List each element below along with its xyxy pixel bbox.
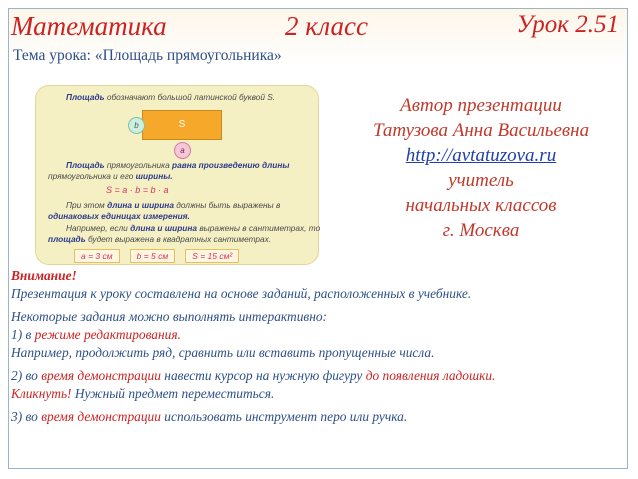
- panel-text-bold: длина и ширина: [130, 223, 197, 233]
- author-name: Татузова Анна Васильевна: [372, 120, 590, 141]
- term-area: Площадь: [66, 160, 105, 170]
- value-b: b = 5 см: [130, 249, 176, 263]
- panel-text: обозначают большой латинской буквой S.: [106, 92, 276, 102]
- note-7-prefix: 3) во: [11, 409, 42, 424]
- panel-line-6: [36, 223, 348, 234]
- panel-text: будет выражена в квадратных сантиметрах.: [87, 234, 272, 244]
- note-5-highlight: время демонстрации: [41, 368, 161, 383]
- author-role-2: начальных классов: [405, 195, 557, 216]
- panel-text: Например, если: [66, 223, 128, 233]
- note-5-prefix: 2) во: [11, 368, 42, 383]
- author-block: [339, 93, 623, 243]
- value-s: S = 15 см²: [185, 249, 239, 263]
- author-city: г. Москва: [442, 220, 520, 241]
- term-area: Площадь: [66, 92, 105, 102]
- author-heading: Автор презентации: [400, 95, 562, 116]
- note-7-text: использовать инструмент перо или ручка.: [160, 409, 408, 424]
- panel-text-bold: площадь: [48, 234, 86, 244]
- note-6-text: Нужный предмет переместиться.: [71, 386, 275, 401]
- notes-block: [11, 267, 623, 431]
- panel-line-7: [36, 234, 330, 245]
- panel-text: прямоугольника и его: [48, 171, 134, 181]
- note-4: Например, продолжить ряд, сравнить или вставить пропущенные числа.: [11, 345, 435, 360]
- panel-line-2: [36, 160, 348, 171]
- panel-text: выражены в сантиметрах, то: [199, 223, 321, 233]
- panel-line-1: [36, 92, 348, 103]
- note-5-highlight-2: до появления ладошки.: [365, 368, 496, 383]
- note-6-highlight: Кликнуть!: [11, 386, 72, 401]
- lesson-number: Урок 2.51: [516, 11, 619, 38]
- author-role: учитель: [448, 170, 514, 191]
- panel-text-bold: длина и ширина: [107, 200, 174, 210]
- panel-line-3: [36, 171, 330, 182]
- note-2: Некоторые задания можно выполнять интерактивно:: [11, 309, 327, 324]
- note-3-prefix: 1) в: [11, 327, 35, 342]
- note-3-highlight: режиме редактирования.: [34, 327, 181, 342]
- panel-text-bold: равна произведению длины: [172, 160, 290, 170]
- panel-text: должны быть выражены в: [176, 200, 281, 210]
- panel-text-bold: ширины.: [135, 171, 173, 181]
- note-5-text: навести курсор на нужную фигуру: [160, 368, 366, 383]
- panel-text: При этом: [66, 200, 105, 210]
- author-link[interactable]: http://avtatuzova.ru: [405, 145, 557, 166]
- area-rule-panel: [35, 85, 319, 265]
- attention-label: Внимание!: [11, 268, 77, 283]
- grade-title: 2 класс: [285, 11, 368, 41]
- side-b-marker: b: [128, 117, 145, 134]
- slide: [8, 8, 628, 469]
- area-formula: S = a · b = b · a: [106, 185, 169, 195]
- note-7-highlight: время демонстрации: [41, 409, 161, 424]
- rectangle-figure: S: [142, 110, 222, 140]
- subject-title: Математика: [11, 11, 167, 41]
- panel-text-bold: одинаковых единицах измерения.: [48, 211, 190, 221]
- note-1: Презентация к уроку составлена на основе заданий, расположенных в учебнике.: [11, 286, 472, 301]
- panel-line-5: [36, 211, 330, 222]
- side-a-marker: a: [174, 142, 191, 159]
- lesson-topic: Тема урока: «Площадь прямоугольника»: [13, 47, 282, 64]
- example-values: [74, 249, 239, 263]
- value-a: a = 3 см: [74, 249, 120, 263]
- panel-line-4: [36, 200, 348, 211]
- panel-text: прямоугольника: [106, 160, 170, 170]
